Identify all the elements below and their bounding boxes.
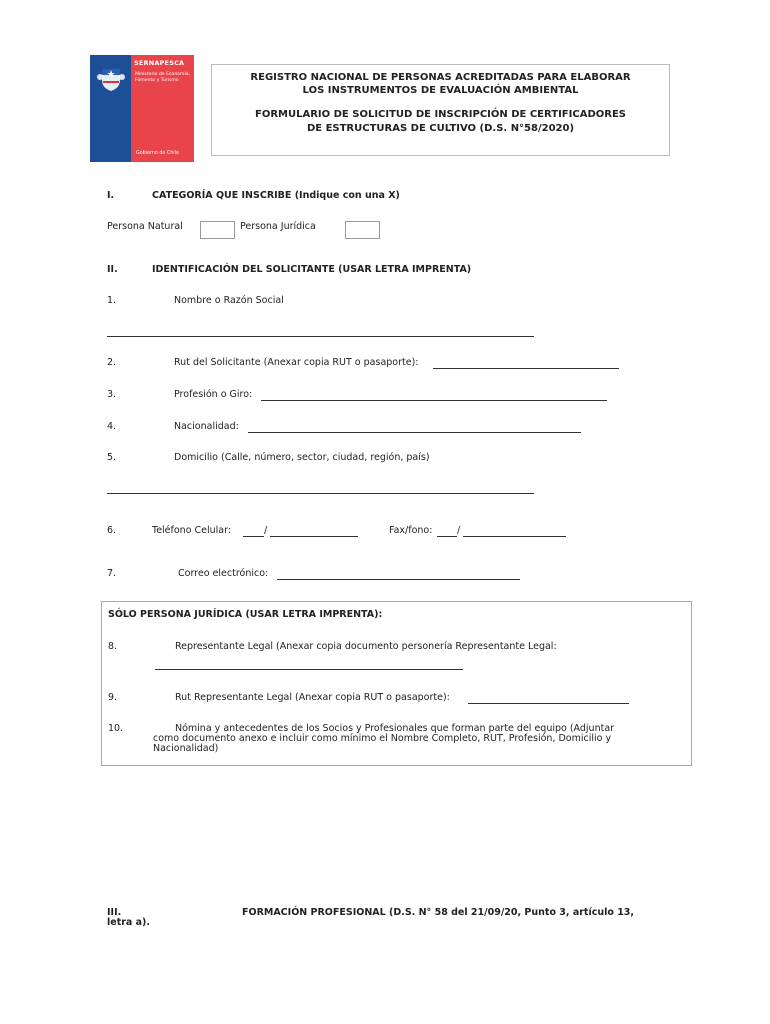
item-5-number: 5. bbox=[107, 452, 117, 463]
telefono-numero-field[interactable] bbox=[270, 536, 358, 537]
sernapesca-logo bbox=[90, 55, 194, 162]
fax-numero-field[interactable] bbox=[463, 536, 566, 537]
item-8-number: 8. bbox=[108, 641, 118, 652]
persona-natural-label: Persona Natural bbox=[107, 221, 183, 232]
juridica-title: SÓLO PERSONA JURÍDICA (USAR LETRA IMPRENTA): bbox=[108, 609, 383, 620]
header-title-box bbox=[211, 64, 670, 156]
header-line-4: DE ESTRUCTURAS DE CULTIVO (D.S. N°58/2020) bbox=[306, 123, 575, 134]
correo-electronico-field[interactable] bbox=[277, 579, 520, 580]
item-5-label: Domicilio (Calle, número, sector, ciudad, región, país) bbox=[174, 452, 430, 463]
header-line-1: REGISTRO NACIONAL DE PERSONAS ACREDITADAS PARA ELABORAR bbox=[250, 72, 631, 83]
item-7-label: Correo electrónico: bbox=[178, 568, 269, 579]
item-4-number: 4. bbox=[107, 421, 117, 432]
item-10-label-line-2: como documento anexo e incluir como mínimo el Nombre Completo, RUT, Profesión, Domicilio y bbox=[153, 733, 612, 744]
representante-legal-field[interactable] bbox=[155, 669, 463, 670]
persona-juridica-section bbox=[101, 601, 692, 766]
section-3-title-continuation: letra a). bbox=[107, 917, 151, 928]
telefono-separator: / bbox=[264, 525, 268, 536]
section-1-number: I. bbox=[107, 190, 115, 201]
item-10-label-line-1: Nómina y antecedentes de los Socios y Profesionales que forman parte del equipo (Adjuntar bbox=[175, 723, 615, 734]
telefono-codigo-field[interactable] bbox=[243, 536, 264, 537]
section-2-title: IDENTIFICACIÓN DEL SOLICITANTE (USAR LETRA IMPRENTA) bbox=[152, 264, 472, 275]
section-3-title: FORMACIÓN PROFESIONAL (D.S. N° 58 del 21/09/20, Punto 3, artículo 13, bbox=[242, 907, 635, 918]
item-8-label: Representante Legal (Anexar copia documento personería Representante Legal: bbox=[175, 641, 557, 652]
logo-brand: SERNAPESCA bbox=[134, 59, 185, 67]
item-2-label: Rut del Solicitante (Anexar copia RUT o pasaporte): bbox=[174, 357, 419, 368]
header-line-2: LOS INSTRUMENTOS DE EVALUACIÓN AMBIENTAL bbox=[302, 85, 579, 96]
nacionalidad-field[interactable] bbox=[248, 432, 581, 433]
fax-separator: / bbox=[457, 525, 461, 536]
item-6-label: Teléfono Celular: bbox=[152, 525, 232, 536]
logo-ministry: Ministerio de Economía, Fomento y Turismo bbox=[135, 72, 191, 83]
item-6-number: 6. bbox=[107, 525, 117, 536]
item-3-number: 3. bbox=[107, 389, 117, 400]
item-3-label: Profesión o Giro: bbox=[174, 389, 253, 400]
coat-of-arms-icon bbox=[96, 63, 126, 93]
section-3-number: III. bbox=[107, 907, 122, 918]
item-9-number: 9. bbox=[108, 692, 118, 703]
nombre-razon-social-field[interactable] bbox=[107, 336, 534, 337]
fax-codigo-field[interactable] bbox=[437, 536, 457, 537]
rut-representante-field[interactable] bbox=[468, 703, 629, 704]
section-2-number: II. bbox=[107, 264, 118, 275]
logo-government: Gobierno de Chile bbox=[136, 151, 179, 156]
persona-juridica-checkbox[interactable] bbox=[345, 221, 380, 239]
profesion-giro-field[interactable] bbox=[261, 400, 607, 401]
item-10-label-line-3: Nacionalidad) bbox=[153, 743, 219, 754]
item-2-number: 2. bbox=[107, 357, 117, 368]
rut-solicitante-field[interactable] bbox=[433, 368, 619, 369]
item-7-number: 7. bbox=[107, 568, 117, 579]
item-1-number: 1. bbox=[107, 295, 117, 306]
domicilio-field[interactable] bbox=[107, 493, 534, 494]
item-9-label: Rut Representante Legal (Anexar copia RUT o pasaporte): bbox=[175, 692, 450, 703]
persona-juridica-label: Persona Jurídica bbox=[240, 221, 316, 232]
header-line-3: FORMULARIO DE SOLICITUD DE INSCRIPCIÓN DE CERTIFICADORES bbox=[255, 109, 626, 120]
item-10-number: 10. bbox=[108, 723, 124, 734]
section-1-title: CATEGORÍA QUE INSCRIBE (Indique con una X) bbox=[152, 190, 400, 201]
fax-label: Fax/fono: bbox=[389, 525, 433, 536]
item-4-label: Nacionalidad: bbox=[174, 421, 239, 432]
item-1-label: Nombre o Razón Social bbox=[174, 295, 284, 306]
persona-natural-checkbox[interactable] bbox=[200, 221, 235, 239]
